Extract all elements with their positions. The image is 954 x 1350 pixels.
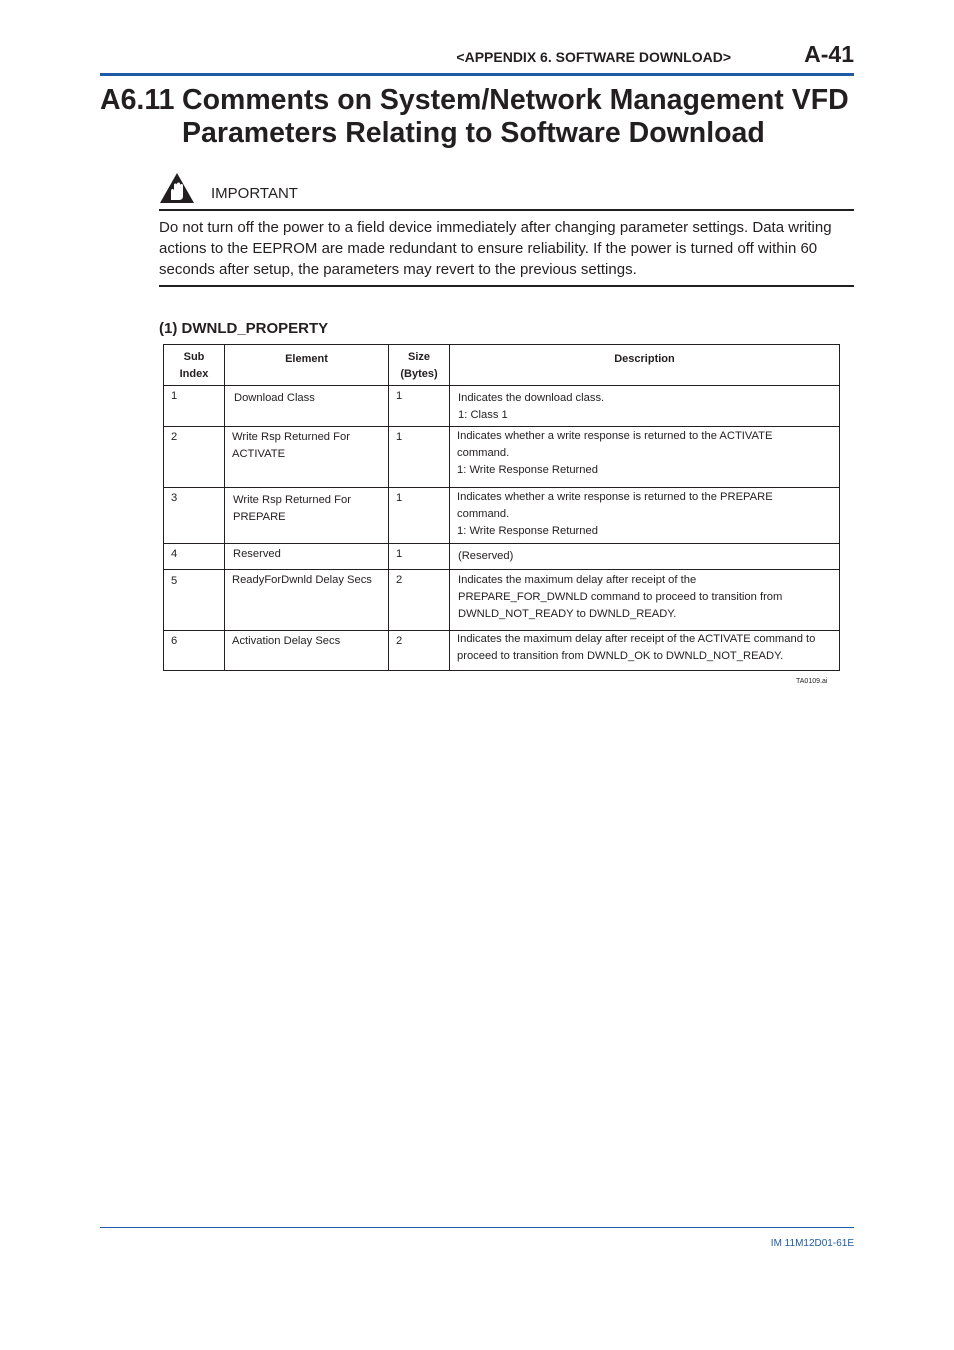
cell-size: 1 xyxy=(389,544,450,570)
header-sub-index: Sub Index xyxy=(164,345,225,386)
figure-reference: TA0109.ai xyxy=(796,678,828,685)
table-row xyxy=(164,570,840,631)
document-id: IM 11M12D01-61E xyxy=(770,1238,854,1249)
cell-element: Reserved xyxy=(225,544,389,570)
table-row xyxy=(164,427,840,488)
header-description: Description xyxy=(450,345,840,386)
table-header-row xyxy=(164,345,840,386)
table-row xyxy=(164,386,840,427)
page-number: A-41 xyxy=(804,41,854,67)
cell-element: Write Rsp Returned For ACTIVATE xyxy=(225,427,389,488)
footer-rule xyxy=(100,1227,854,1228)
table-row xyxy=(164,544,840,570)
cell-size: 2 xyxy=(389,631,450,671)
cell-size: 1 xyxy=(389,427,450,488)
cell-index: 5 xyxy=(164,570,225,631)
header-rule xyxy=(100,73,854,76)
page-title xyxy=(100,84,860,150)
cell-index: 4 xyxy=(164,544,225,570)
important-text: Do not turn off the power to a field device immediately after changing parameter settings. Data writing actions to the EEPROM are made redundant to ensure reliability. If the power is turned off within 60 seconds after setup, the parameters may revert to the previous settings. xyxy=(159,219,832,278)
important-label: IMPORTANT xyxy=(211,185,298,202)
subsection-title: (1) DWNLD_PROPERTY xyxy=(159,320,329,337)
cell-element: Download Class xyxy=(225,386,389,427)
cell-size: 1 xyxy=(389,386,450,427)
cell-element: Write Rsp Returned For PREPARE xyxy=(225,488,389,544)
header-element: Element xyxy=(225,345,389,386)
cell-size: 2 xyxy=(389,570,450,631)
table-row xyxy=(164,631,840,671)
cell-element: Activation Delay Secs xyxy=(225,631,389,671)
cell-index: 6 xyxy=(164,631,225,671)
cell-index: 1 xyxy=(164,386,225,427)
cell-description: Indicates whether a write response is returned to the ACTIVATE command. 1: Write Response Returned xyxy=(450,427,840,488)
important-callout-header xyxy=(159,172,854,208)
cell-description: (Reserved) xyxy=(450,544,840,570)
cell-description: Indicates the maximum delay after receipt of the PREPARE_FOR_DWNLD command to proceed to transition from DWNLD_NOT_READY to DWNLD_READY. xyxy=(450,570,840,631)
section-name: <APPENDIX 6. SOFTWARE DOWNLOAD> xyxy=(456,49,731,65)
title-line-2: Parameters Relating to Software Download xyxy=(182,117,765,149)
title-number: A6.11 xyxy=(100,84,175,116)
cell-element: ReadyForDwnld Delay Secs xyxy=(225,570,389,631)
running-header xyxy=(100,41,854,72)
title-line-1: Comments on System/Network Management VFD xyxy=(182,84,849,116)
cell-size: 1 xyxy=(389,488,450,544)
cell-description: Indicates whether a write response is returned to the PREPARE command. 1: Write Response Returned xyxy=(450,488,840,544)
cell-description: Indicates the download class. 1: Class 1 xyxy=(450,386,840,427)
important-hand-icon xyxy=(159,172,195,204)
header-size: Size (Bytes) xyxy=(389,345,450,386)
cell-description: Indicates the maximum delay after receipt of the ACTIVATE command to proceed to transition from DWNLD_OK to DWNLD_NOT_READY. xyxy=(450,631,840,671)
callout-bottom-rule xyxy=(159,285,854,287)
cell-index: 3 xyxy=(164,488,225,544)
dwnld-property-table xyxy=(163,344,840,671)
table-row xyxy=(164,488,840,544)
cell-index: 2 xyxy=(164,427,225,488)
callout-top-rule xyxy=(159,209,854,211)
